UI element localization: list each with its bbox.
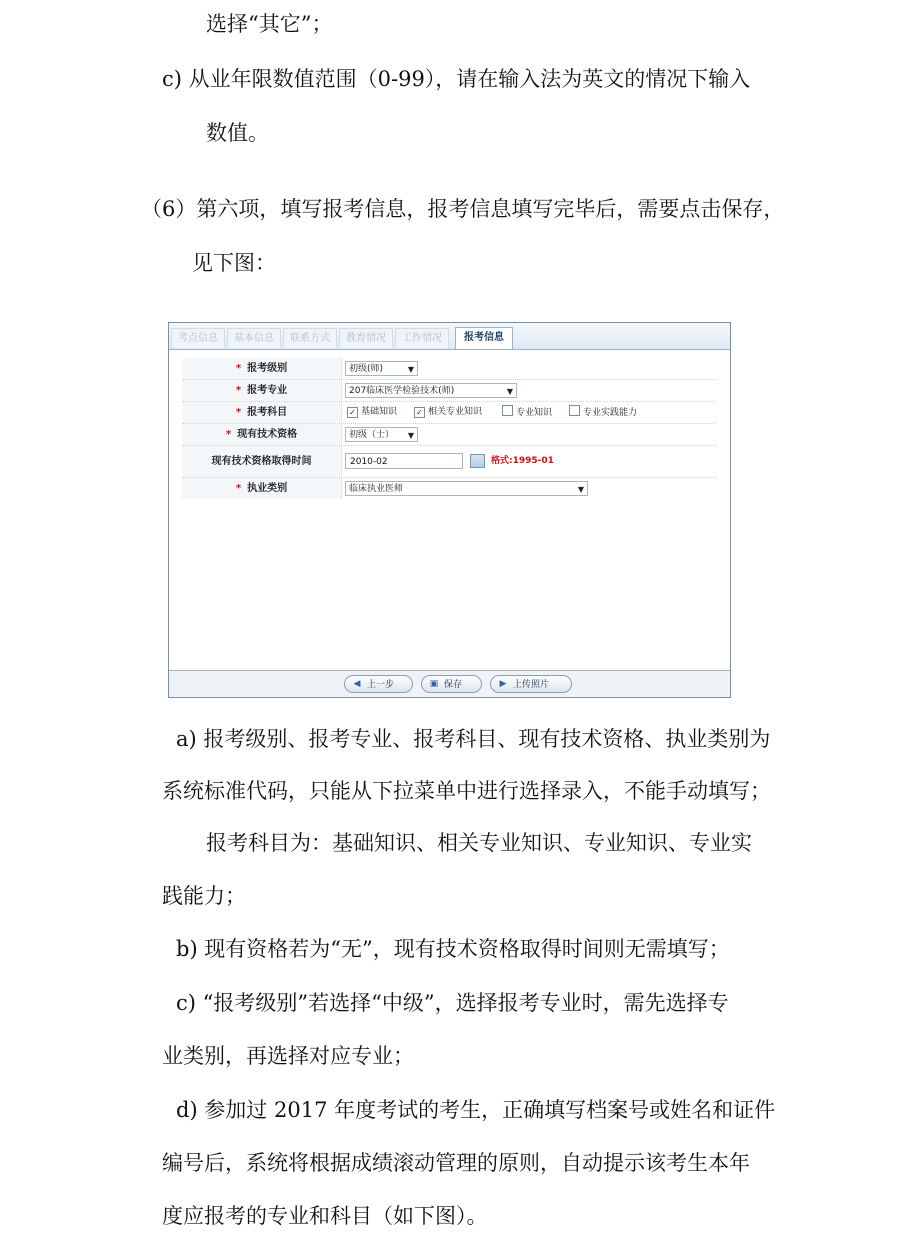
text-line-6: a) 报考级别、报考专业、报考科目、现有技术资格、执业类别为 bbox=[176, 727, 771, 751]
subject-professional-label: 专业知识 bbox=[516, 408, 553, 418]
date-input[interactable]: 2010-02 bbox=[345, 453, 463, 469]
floppy-disk-icon: ▣ bbox=[429, 679, 439, 689]
text-line-14: 编号后，系统将根据成绩滚动管理的原则，自动提示该考生本年 bbox=[162, 1151, 750, 1175]
tab-bar bbox=[169, 323, 730, 350]
text-line-15: 度应报考的专业和科目（如下图）。 bbox=[162, 1204, 488, 1228]
date-label-text: 现有技术资格取得时间 bbox=[211, 456, 312, 467]
button-bar bbox=[169, 670, 730, 697]
qualification-select-value: 初级（士） bbox=[349, 430, 395, 440]
required-mark: * bbox=[235, 407, 242, 418]
checkbox-empty-icon bbox=[502, 405, 513, 416]
chevron-down-icon: ▼ bbox=[407, 431, 414, 440]
subject-practice-label: 专业实践能力 bbox=[583, 408, 638, 418]
text-line-8: 报考科目为：基础知识、相关专业知识、专业知识、专业实 bbox=[206, 831, 752, 855]
upload-photo-label: 上传照片 bbox=[513, 680, 550, 690]
practice-label bbox=[182, 478, 342, 499]
required-mark: * bbox=[235, 483, 242, 494]
major-label-text: 报考专业 bbox=[247, 385, 288, 396]
tab-education[interactable]: 教育情况 bbox=[339, 328, 393, 348]
upload-photo-button[interactable] bbox=[490, 675, 572, 693]
left-arrow-icon: ◀ bbox=[353, 679, 361, 689]
save-button[interactable] bbox=[421, 675, 482, 693]
major-select-value: 207临床医学检验技术(师) bbox=[349, 386, 455, 396]
text-line-2: c) 从业年限数值范围（0-99），请在输入法为英文的情况下输入 bbox=[162, 67, 751, 91]
qualification-select[interactable] bbox=[345, 427, 418, 442]
major-label bbox=[182, 380, 342, 401]
level-label bbox=[182, 358, 342, 379]
calendar-icon[interactable] bbox=[470, 454, 485, 468]
checkbox-checked-icon: ✓ bbox=[414, 407, 425, 418]
subjects-label-text: 报考科目 bbox=[247, 407, 288, 418]
chevron-down-icon: ▼ bbox=[407, 365, 414, 374]
text-line-13: d) 参加过 2017 年度考试的考生，正确填写档案号或姓名和证件 bbox=[176, 1098, 776, 1122]
required-mark: * bbox=[235, 363, 242, 374]
chevron-down-icon: ▼ bbox=[577, 485, 584, 494]
form-row-major bbox=[182, 380, 716, 402]
qualification-label bbox=[182, 424, 342, 445]
text-line-5: 见下图： bbox=[192, 251, 276, 275]
form-row-practice bbox=[182, 478, 716, 499]
tab-exam-site[interactable]: 考点信息 bbox=[171, 328, 225, 348]
checkbox-empty-icon bbox=[569, 405, 580, 416]
form-row-level bbox=[182, 358, 716, 380]
subjects-label bbox=[182, 402, 342, 423]
text-line-7: 系统标准代码，只能从下拉菜单中进行选择录入，不能手动填写； bbox=[162, 779, 771, 803]
text-line-12: 业类别，再选择对应专业； bbox=[162, 1044, 414, 1068]
prev-step-label: 上一步 bbox=[367, 680, 395, 690]
practice-label-text: 执业类别 bbox=[247, 483, 288, 494]
required-mark: * bbox=[235, 385, 242, 396]
prev-step-button[interactable] bbox=[344, 675, 413, 693]
tab-contact[interactable]: 联系方式 bbox=[283, 328, 337, 348]
date-label bbox=[182, 446, 342, 477]
tab-exam-registration[interactable]: 报考信息 bbox=[455, 327, 513, 349]
level-select-value: 初级(师) bbox=[349, 364, 384, 374]
text-line-3: 数值。 bbox=[206, 121, 269, 145]
qualification-label-text: 现有技术资格 bbox=[237, 429, 298, 440]
subject-professional-checkbox[interactable] bbox=[502, 405, 552, 421]
text-line-11: c) “报考级别”若选择“中级”，选择报考专业时，需先选择专 bbox=[176, 991, 729, 1015]
registration-screenshot bbox=[168, 322, 731, 698]
chevron-down-icon: ▼ bbox=[506, 387, 513, 396]
text-line-10: b) 现有资格若为“无”，现有技术资格取得时间则无需填写； bbox=[176, 937, 730, 961]
level-label-text: 报考级别 bbox=[247, 363, 288, 374]
save-label: 保存 bbox=[444, 680, 463, 690]
text-line-4: （6）第六项，填写报考信息，报考信息填写完毕后，需要点击保存， bbox=[141, 197, 785, 221]
date-format-hint: 格式:1995-01 bbox=[491, 456, 554, 466]
practice-select[interactable] bbox=[345, 481, 588, 496]
subject-practice-checkbox[interactable] bbox=[569, 405, 637, 421]
practice-select-value: 临床执业医师 bbox=[349, 484, 404, 494]
tab-work[interactable]: 工作情况 bbox=[395, 328, 449, 348]
form-row-qualification bbox=[182, 424, 716, 446]
right-arrow-icon: ▶ bbox=[499, 679, 507, 689]
subject-related-label: 相关专业知识 bbox=[428, 407, 483, 417]
subject-basic-checkbox[interactable] bbox=[347, 405, 397, 420]
form-row-date bbox=[182, 446, 716, 478]
checkbox-checked-icon: ✓ bbox=[347, 407, 358, 418]
text-line-9: 践能力； bbox=[162, 884, 246, 908]
subject-related-checkbox[interactable] bbox=[414, 405, 482, 420]
level-select[interactable] bbox=[345, 361, 418, 376]
subject-basic-label: 基础知识 bbox=[361, 407, 398, 417]
major-select[interactable] bbox=[345, 383, 517, 398]
form-row-subjects bbox=[182, 402, 716, 424]
tab-basic-info[interactable]: 基本信息 bbox=[227, 328, 281, 348]
text-line-1: 选择“其它”； bbox=[206, 12, 333, 36]
required-mark: * bbox=[225, 429, 232, 440]
